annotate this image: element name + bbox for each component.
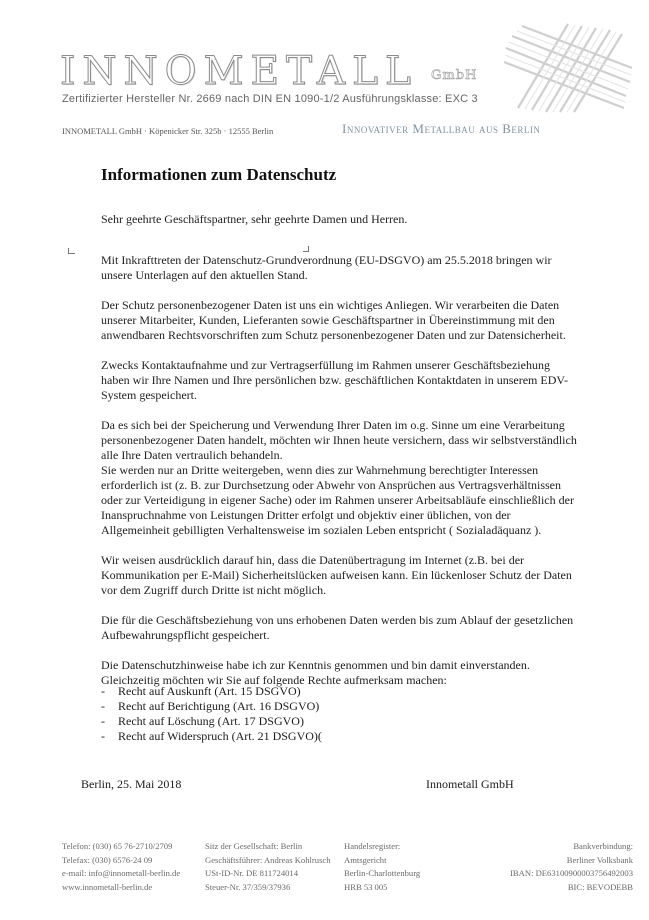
mesh-logo-icon bbox=[498, 18, 634, 114]
signer-name: Innometall GmbH bbox=[426, 777, 514, 791]
sender-address: INNOMETALL GmbH · Köpenicker Str. 325b · 12555 Berlin bbox=[62, 126, 274, 136]
paragraph-internet-security: Wir weisen ausdrücklich darauf hin, dass die Datenübertragung im Internet (z.B. bei der Kommunikation per E-Mail) Sicherheitslücken aufweisen kann. Ein lückenloser Schutz der Daten vor dem Zugriff durch Dritte ist nicht möglich. bbox=[101, 553, 572, 597]
footer-contact: Telefon: (030) 65 76-2710/2709 Telefax: (030) 6576-24 09 e-mail: info@innometall-berlin.de www.innometall-berlin.de bbox=[62, 841, 181, 892]
letter-body bbox=[101, 212, 581, 703]
rights-list bbox=[101, 684, 322, 744]
fold-mark-left bbox=[68, 248, 75, 254]
list-item: - Recht auf Auskunft (Art. 15 DSGVO) bbox=[101, 684, 301, 698]
list-item: - Recht auf Berichtigung (Art. 16 DSGVO) bbox=[101, 699, 320, 713]
salutation: Sehr geehrte Geschäftspartner, sehr geehrte Damen und Herren. bbox=[101, 212, 408, 226]
company-tagline: Innovativer Metallbau aus Berlin bbox=[342, 121, 541, 136]
paragraph-retention: Die für die Geschäftsbeziehung von uns erhobenen Daten werden bis zum Ablauf der gesetzlichen Aufbewahrungspflicht gespeichert. bbox=[101, 613, 574, 642]
paragraph-contact-data: Zwecks Kontaktaufnahme und zur Vertragserfüllung im Rahmen unserer Geschäftsbeziehung haben wir Ihre Namen und Ihre persönlichen bzw. geschäftlichen Kontaktdaten in unserem EDV-System gespeichert. bbox=[101, 358, 568, 402]
list-item: - Recht auf Löschung (Art. 17 DSGVO) bbox=[101, 714, 304, 728]
paragraph-gdpr-intro: Mit Inkrafttreten der Datenschutz-Grundverordnung (EU-DSGVO) am 25.5.2018 bringen wir unsere Unterlagen auf den aktuellen Stand. bbox=[101, 253, 552, 282]
footer-company: Sitz der Gesellschaft: Berlin Geschäftsführer: Andreas Kohlrusch USt-ID-Nr. DE 811724014 Steuer-Nr. 37/359/37936 bbox=[205, 841, 331, 892]
paragraph-consent: Die Datenschutzhinweise habe ich zur Kenntnis genommen und bin damit einverstanden. Gleichzeitig möchten wir Sie auf folgende Rechte aufmerksam machen: bbox=[101, 658, 530, 687]
footer-bank: Bankverbindung: Berliner Volksbank IBAN: DE63100900003756492003 BIC: BEVODEBB bbox=[510, 841, 633, 892]
certification-line: Zertifizierter Hersteller Nr. 2669 nach DIN EN 1090-1/2 Ausführungsklasse: EXC 3 bbox=[62, 93, 478, 105]
company-logo: INNOMETALL bbox=[60, 49, 418, 94]
page-title: Informationen zum Datenschutz bbox=[101, 165, 337, 184]
paragraph-third-parties: Sie werden nur an Dritte weitergeben, wenn dies zur Wahrnehmung berechtigter Interessen erforderlich ist (z. B. zur Durchsetzung oder Abwehr von Ansprüchen aus Vertragsverhältnissen oder zur Verteidigung in eigener Sache) oder im Rahmen unserer Arbeitsabläufe einschließlich der Inanspruchnahme von Leistungen Dritter erfolgt und objektiv einer üblichen, von der Allgemeinheit gebilligten Verhaltensweise im sozialen Leben entspricht ( Sozialadäquanz ). bbox=[101, 463, 574, 537]
paragraph-data-protection: Der Schutz personenbezogener Daten ist uns ein wichtiges Anliegen. Wir verarbeiten die Daten unserer Mitarbeiter, Kunden, Lieferanten sowie Geschäftspartner in Übereinstimmung mit den anwendbaren Rechtsvorschriften zum Schutz personenbezogener Daten und zur Datensicherheit. bbox=[101, 298, 566, 342]
list-item: - Recht auf Widerspruch (Art. 21 DSGVO)( bbox=[101, 729, 322, 743]
place-date: Berlin, 25. Mai 2018 bbox=[81, 777, 182, 791]
company-logo-suffix: GmbH bbox=[431, 68, 478, 83]
paragraph-confidentiality: Da es sich bei der Speicherung und Verwendung Ihrer Daten im o.g. Sinne um eine Verarbeitung personenbezogener Daten handelt, möchten wir Ihnen heute versichern, dass wir selbstverständlich alle Ihre Daten vertraulich behandeln. bbox=[101, 418, 577, 462]
footer-register: Handelsregister: Amtsgericht Berlin-Charlottenburg HRB 53 005 bbox=[344, 841, 421, 892]
